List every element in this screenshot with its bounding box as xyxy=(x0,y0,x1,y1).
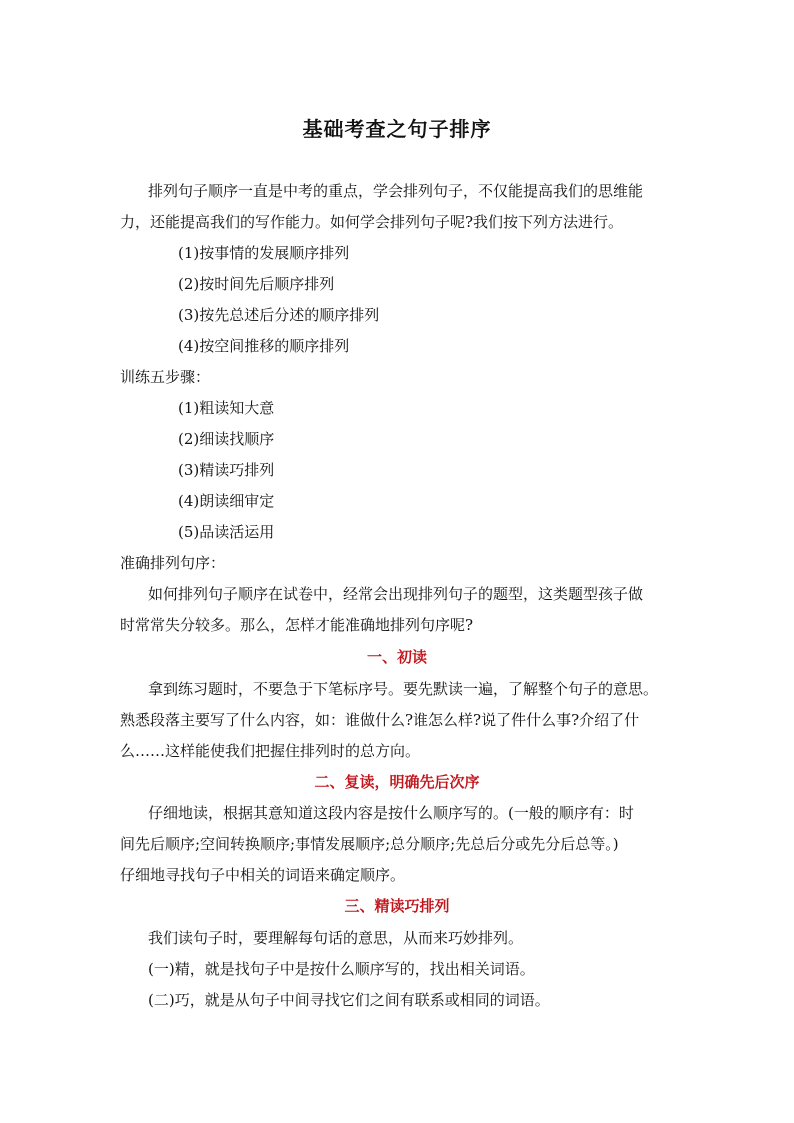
section2-line-2: 间先后顺序;空间转换顺序;事情发展顺序;总分顺序;先总后分或先分后总等。) xyxy=(120,835,619,853)
step-item-5: (5)品读活运用 xyxy=(178,523,275,541)
section-heading-2: 二、复读，明确先后次序 xyxy=(314,773,480,791)
section2-line-3: 仔细地寻找句子中相关的词语来确定顺序。 xyxy=(120,866,406,884)
section3-line-3: (二)巧，就是从句子中间寻找它们之间有联系或相同的词语。 xyxy=(148,991,550,1009)
method-item-2: (2)按时间先后顺序排列 xyxy=(178,275,335,293)
section1-line-3: 么……这样能使我们把握住排列时的总方向。 xyxy=(120,742,421,760)
section-heading-3: 三、精读巧排列 xyxy=(344,897,450,915)
accurate-label: 准确排列句序： xyxy=(120,554,226,572)
steps-label: 训练五步骤： xyxy=(120,368,211,386)
method-item-1: (1)按事情的发展顺序排列 xyxy=(178,244,350,262)
section-heading-1: 一、初读 xyxy=(366,648,427,666)
step-item-1: (1)粗读知大意 xyxy=(178,399,275,417)
section1-line-1: 拿到练习题时，不要急于下笔标序号。要先默读一遍，了解整个句子的意思。 xyxy=(148,680,659,698)
step-item-3: (3)精读巧排列 xyxy=(178,461,275,479)
step-item-2: (2)细读找顺序 xyxy=(178,430,275,448)
method-item-3: (3)按先总述后分述的顺序排列 xyxy=(178,306,380,324)
section2-line-1: 仔细地读，根据其意知道这段内容是按什么顺序写的。(一般的顺序有：时 xyxy=(148,804,634,822)
accurate-text-line-1: 如何排列句子顺序在试卷中，经常会出现排列句子的题型，这类题型孩子做 xyxy=(148,585,644,603)
page-title: 基础考查之句子排序 xyxy=(302,117,492,141)
section3-line-1: 我们读句子时，要理解每句话的意思，从而来巧妙排列。 xyxy=(148,929,524,947)
step-item-4: (4)朗读细审定 xyxy=(178,492,275,510)
section3-line-2: (一)精，就是找句子中是按什么顺序写的，找出相关词语。 xyxy=(148,960,535,978)
intro-line-1: 排列句子顺序一直是中考的重点，学会排列句子，不仅能提高我们的思维能 xyxy=(148,182,644,200)
accurate-text-line-2: 时常常失分较多。那么，怎样才能准确地排列句序呢? xyxy=(120,616,474,634)
method-item-4: (4)按空间推移的顺序排列 xyxy=(178,337,350,355)
section1-line-2: 熟悉段落主要写了什么内容，如：谁做什么?谁怎么样?说了件什么事?介绍了什 xyxy=(120,711,640,729)
intro-line-2: 力，还能提高我们的写作能力。如何学会排列句子呢?我们按下列方法进行。 xyxy=(120,213,624,231)
